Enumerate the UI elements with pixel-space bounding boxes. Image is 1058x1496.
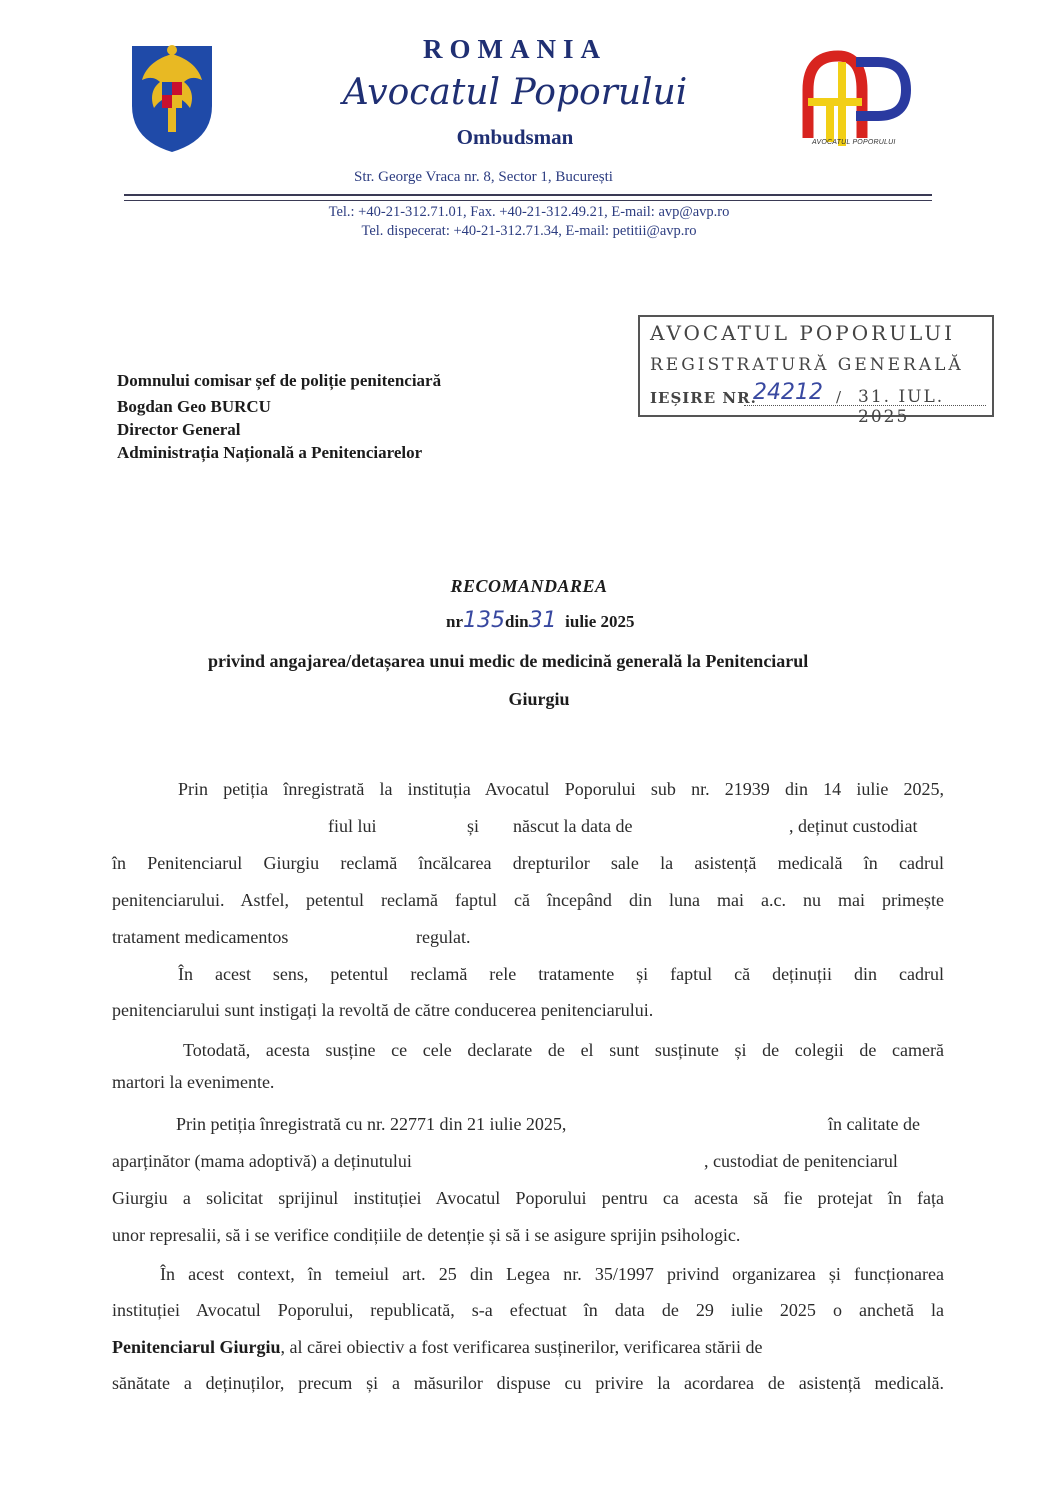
recommendation-number-line bbox=[446, 608, 635, 633]
addressee-line1: Domnului comisar șef de poliție penitenciară bbox=[117, 371, 442, 390]
p3-line2: martori la evenimente. bbox=[112, 1072, 275, 1092]
stamp-date: 31. IUL. 2025 bbox=[858, 387, 945, 427]
p2-line2: penitenciarului sunt instigați la revoltă de către conducerea penitenciarului. bbox=[112, 1000, 654, 1020]
p2-line1: În acest sens, petentul reclamă rele tratamente și faptul că deținuții din cadrul bbox=[178, 964, 944, 984]
p4-line4: unor represalii, să i se verifice condițiile de detenție și să i se asigure sprijin psihologic. bbox=[112, 1225, 741, 1245]
p5-line2: instituției Avocatul Poporului, republicată, s-a efectuat în data de 29 iulie 2025 o anchetă la bbox=[112, 1300, 944, 1320]
p4-line3: Giurgiu a solicitat sprijinul instituției Avocatul Poporului pentru ca acesta să fie protejat în fața bbox=[112, 1188, 944, 1208]
header-rule-thin bbox=[124, 200, 932, 201]
header-subtitle: Ombudsman bbox=[456, 125, 574, 149]
header-institution: Avocatul Poporului bbox=[342, 72, 688, 113]
p1-line5-part2: regulat. bbox=[416, 927, 471, 947]
din-label: din bbox=[505, 612, 529, 631]
header-rule-thick bbox=[124, 194, 932, 196]
header-country: ROMANIA bbox=[423, 34, 607, 64]
ap-logo-icon bbox=[800, 50, 920, 152]
p1-line5-part1: tratament medicamentos bbox=[112, 927, 289, 947]
header-contact-line1: Tel.: +40-21-312.71.01, Fax. +40-21-312.49.21, E-mail: avp@avp.ro bbox=[328, 204, 730, 220]
registry-stamp bbox=[638, 315, 994, 427]
addressee-line2: Bogdan Geo BURCU bbox=[117, 397, 271, 416]
p4-line2-part2: , custodiat de penitenciarul bbox=[704, 1151, 898, 1171]
p5-line3-bold: Penitenciarul Giurgiu bbox=[112, 1337, 281, 1357]
header-contact-line2: Tel. dispecerat: +40-21-312.71.34, E-mail: petitii@avp.ro bbox=[361, 223, 697, 239]
p1-line2-part1: fiul lui bbox=[328, 816, 377, 836]
p1-line4: penitenciarului. Astfel, petentul reclamă faptul că începând din luna mai a.c. nu mai primește bbox=[112, 890, 944, 910]
p5-line3-rest: , al cărei obiectiv a fost verificarea susținerilor, verificarea stării de bbox=[280, 1337, 763, 1357]
subject-line2: Giurgiu bbox=[508, 689, 570, 709]
document-heading: RECOMANDAREA bbox=[450, 576, 608, 596]
day-value: 31 bbox=[528, 608, 557, 633]
p1-line2-part2: și bbox=[467, 816, 480, 836]
p3-line1: Totodată, acesta susține ce cele declarate de el sunt susținute și de colegii de cameră bbox=[183, 1040, 944, 1060]
p4-line2-part1: aparținător (mama adoptivă) a deținutului bbox=[112, 1151, 412, 1171]
p1-line3: în Penitenciarul Giurgiu reclamă încălcarea drepturilor sale la asistență medicală în cadrul bbox=[112, 853, 944, 873]
header-address: Str. George Vraca nr. 8, Sector 1, București bbox=[354, 169, 613, 185]
stamp-exit-number: 24212 bbox=[753, 380, 823, 405]
stamp-exit-label: IEȘIRE NR. bbox=[650, 389, 757, 407]
nr-value: 135 bbox=[463, 608, 505, 633]
p1-line2-part3: născut la data de bbox=[513, 816, 633, 836]
p5-line1: În acest context, în temeiul art. 25 din Legea nr. 35/1997 privind organizarea și funcționarea bbox=[160, 1264, 944, 1284]
p4-line1-part1: Prin petiția înregistrată cu nr. 22771 din 21 iulie 2025, bbox=[176, 1114, 567, 1134]
p4-line1-part2: în calitate de bbox=[828, 1114, 920, 1134]
p5-line3 bbox=[112, 1337, 763, 1358]
month-year: iulie 2025 bbox=[565, 612, 635, 631]
nr-label: nr bbox=[446, 612, 463, 631]
p1-line2-part4: , deținut custodiat bbox=[789, 816, 918, 836]
addressee-line3: Director General bbox=[117, 420, 241, 439]
stamp-line1: AVOCATUL POPORULUI bbox=[650, 321, 955, 345]
p1-line1: Prin petiția înregistrată la instituția Avocatul Poporului sub nr. 21939 din 14 iulie 2025, bbox=[178, 779, 944, 799]
stamp-line2: REGISTRATURĂ GENERALĂ bbox=[650, 355, 964, 375]
subject-line1: privind angajarea/detașarea unui medic de medicină generală la Penitenciarul bbox=[208, 651, 809, 671]
addressee-line4: Administrația Națională a Penitenciarelor bbox=[117, 443, 423, 462]
ap-logo-caption: AVOCATUL POPORULUI bbox=[812, 139, 896, 146]
p5-line4: sănătate a deținuților, precum și a măsurilor dispuse cu privire la acordarea de asistență medicală. bbox=[112, 1373, 944, 1393]
stamp-separator: / bbox=[836, 388, 842, 406]
